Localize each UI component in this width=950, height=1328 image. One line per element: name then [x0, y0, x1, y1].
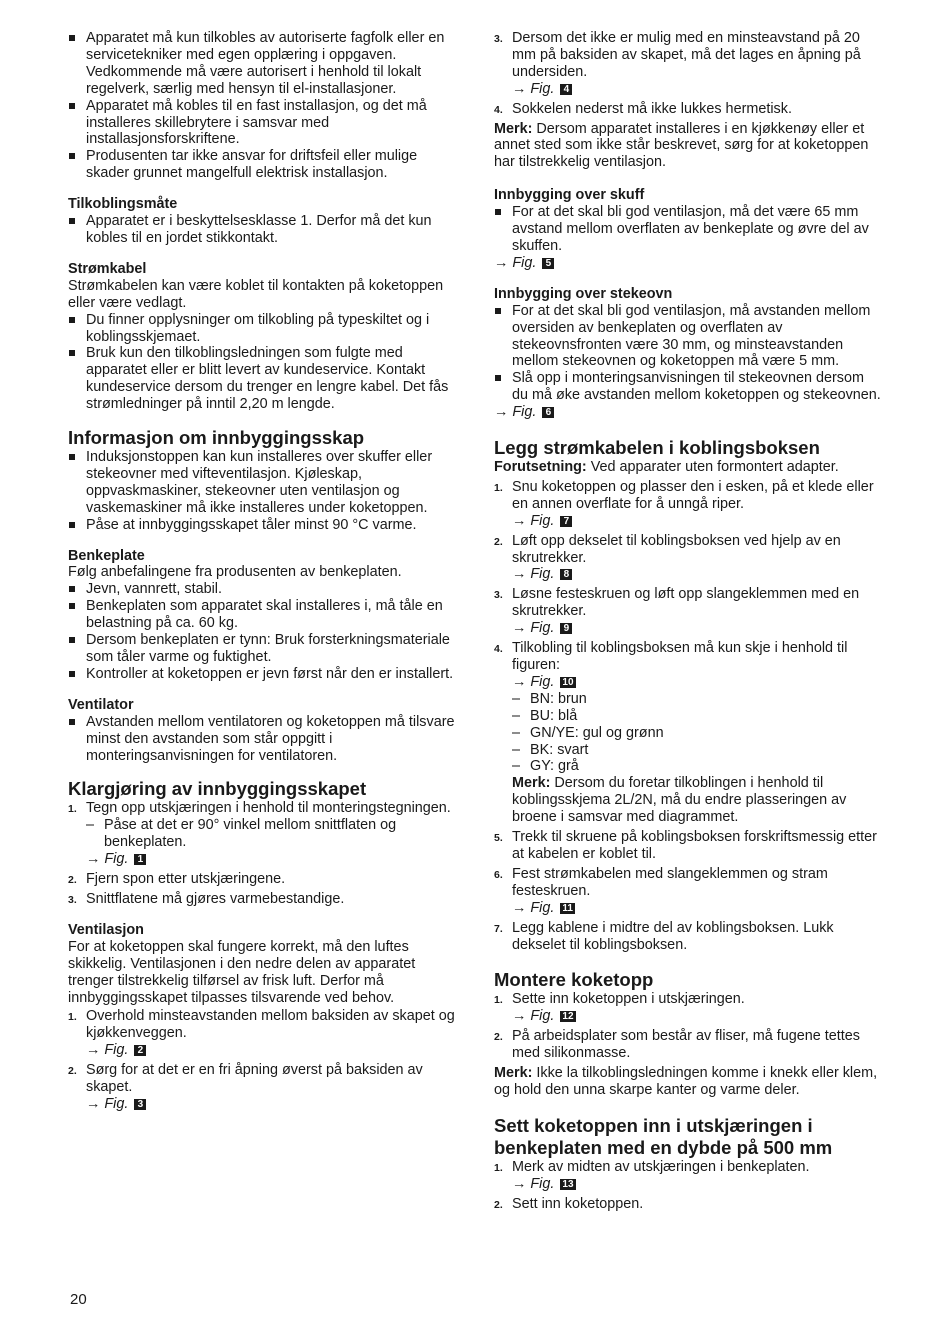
step-item	[494, 479, 882, 513]
figure-reference: → Fig. 4	[494, 81, 882, 98]
figure-number-badge: 10	[562, 676, 574, 688]
figure-number-badge: 7	[560, 516, 572, 527]
step-text: Trekk til skruene på koblingsboksen forskriftsmessig etter at kabelen er koblet til.	[512, 829, 877, 862]
note-label: Merk:	[494, 120, 533, 137]
step-item	[494, 586, 882, 620]
figure-number-badge: 2	[134, 1045, 146, 1056]
figure-number-badge: 3	[134, 1099, 146, 1110]
heading-legg-stromkabel: Legg strømkabelen i koblingsboksen	[494, 437, 820, 459]
note-label: Merk:	[494, 1065, 533, 1082]
figure-reference: → Fig. 12	[512, 1008, 574, 1025]
subheading-ventilasjon: Ventilasjon	[68, 921, 144, 938]
prerequisite	[494, 459, 882, 476]
step-text: Legg kablene i midtre del av koblingsboksen. Lukk dekselet til koblingsboksen.	[512, 919, 834, 953]
left-column	[68, 30, 460, 1113]
subheading-stromkabel: Strømkabel	[68, 260, 147, 277]
color-item: – GN/YE: gul og grønn	[494, 725, 882, 742]
note-text: Dersom apparatet installeres i en kjøkkenøy eller et annet sted som ikke står beskrevet, sørg for at koketoppen har tilstrekkelig ventilasjon.	[494, 120, 869, 171]
subheading-ventilator: Ventilator	[68, 696, 134, 713]
paragraph: Strømkabelen kan være koblet til kontakten på koketoppen eller være vedlagt.	[68, 277, 444, 311]
bullet-item: Kontroller at koketoppen er jevn først når den er installert.	[68, 666, 460, 683]
color-item: – BN: brun	[494, 691, 882, 708]
figure-reference: → Fig. 7	[494, 513, 882, 530]
step-number: 2.	[494, 1031, 503, 1044]
step-number: 4.	[494, 643, 503, 656]
bullet-item: Apparatet er i beskyttelsesklasse 1. Derfor må det kun kobles til en jordet stikkontakt.	[68, 213, 460, 247]
step-number: 3.	[494, 33, 503, 45]
figure-reference: → Fig. 5	[494, 255, 882, 272]
color-item: – BU: blå	[494, 708, 882, 725]
page-number: 20	[70, 1291, 87, 1308]
step-number: 1.	[68, 803, 77, 816]
step-item	[494, 1028, 882, 1062]
step-item	[494, 1196, 882, 1213]
figure-reference: → Fig. 9	[494, 620, 882, 637]
step-text: Sokkelen nederst må ikke lukkes hermetisk.	[512, 100, 792, 117]
bullet-item: Påse at innbyggingsskapet tåler minst 90 °C varme.	[68, 517, 460, 534]
step-item	[494, 829, 882, 863]
bullet-item: Du finner opplysninger om tilkobling på typeskiltet og i koblingsskjemaet.	[68, 312, 460, 346]
step-text: Løsne festeskruen og løft opp slangeklemmen med en skrutrekker.	[512, 586, 860, 620]
step-text: Merk av midten av utskjæringen i benkeplaten.	[512, 1158, 810, 1175]
figure-number-badge: 9	[560, 623, 572, 634]
note-text: Dersom du foretar tilkoblingen i henhold til koblingsskjema 2L/2N, må du endre plasseringen av broene i samsvar med diagrammet.	[512, 775, 847, 826]
step-text: Tilkobling til koblingsboksen må kun skje i henhold til figuren:	[512, 640, 848, 673]
step-number: 2.	[68, 874, 77, 887]
step-text: Sørg for at det er en fri åpning øverst på baksiden av skapet.	[86, 1062, 423, 1096]
step-number: 2.	[494, 1198, 503, 1211]
subheading-skuff: Innbygging over skuff	[494, 187, 645, 204]
step-item	[68, 800, 460, 817]
note	[494, 775, 882, 826]
dash-item: – Påse at det er 90° vinkel mellom snittflaten og benkeplaten.	[68, 817, 460, 851]
figure-reference: → Fig. 11	[512, 899, 573, 916]
step-text: Løft opp dekselet til koblingsboksen ved hjelp av en skrutrekker.	[512, 532, 841, 566]
step-text: Tegn opp utskjæringen i henhold til monteringstegningen.	[86, 800, 451, 817]
figure-reference: → Fig. 1	[68, 851, 460, 868]
subheading-stekeovn: Innbygging over stekeovn	[494, 285, 673, 302]
bullet-item: Produsenten tar ikke ansvar for driftsfeil eller mulige skader grunnet mangelfull elektrisk installasjon.	[68, 148, 460, 182]
figure-number-badge: 11	[562, 902, 573, 914]
step-text: Dersom det ikke er mulig med en minsteavstand på 20 mm på baksiden av skapet, må det lages en åpning på undersiden.	[512, 30, 861, 80]
bullet-item: Induksjonstoppen kan kun installeres over skuffer eller stekeovner med vifteventilasjon. Kjøleskap, oppvaskmaskiner, stekeovner uten ventilasjon og vaskemaskiner må ikke installeres under koketoppen.	[68, 449, 460, 517]
step-text: Fjern spon etter utskjæringene.	[86, 871, 286, 888]
bullet-item: Apparatet må kobles til en fast installasjon, og det må installeres skillebrytere i samsvar med installasjonsforskriftene.	[68, 98, 460, 149]
step-item	[68, 891, 460, 908]
prerequisite-text: Ved apparater uten formontert adapter.	[586, 459, 839, 476]
step-item	[68, 871, 460, 888]
step-item	[494, 640, 882, 674]
step-text: Overhold minsteavstanden mellom baksiden av skapet og kjøkkenveggen.	[86, 1008, 455, 1042]
paragraph: Følg anbefalingene fra produsenten av benkeplaten.	[68, 564, 402, 581]
color-item: – BK: svart	[494, 742, 882, 759]
figure-number-badge: 1	[134, 854, 146, 865]
step-item	[494, 866, 882, 900]
step-text: Sett inn koketoppen.	[512, 1195, 644, 1212]
heading-klargjoring: Klargjøring av innbyggingsskapet	[68, 778, 367, 800]
figure-number-badge: 12	[562, 1011, 574, 1023]
subheading-benkeplate: Benkeplate	[68, 547, 145, 564]
bullet-item: Slå opp i monteringsanvisningen til stekeovnen dersom du må øke avstanden mellom koketoppen og stekeovnen.	[494, 370, 882, 404]
step-number: 1.	[494, 994, 503, 1007]
step-item	[68, 1062, 460, 1096]
step-number: 7.	[494, 922, 503, 935]
figure-reference: → Fig. 10	[512, 673, 574, 690]
step-item	[494, 1159, 882, 1176]
step-number: 1.	[494, 481, 503, 494]
heading-montere: Montere koketopp	[494, 969, 654, 991]
note	[494, 121, 882, 172]
step-number: 2.	[494, 535, 503, 548]
subheading-tilkobling: Tilkoblingsmåte	[68, 196, 178, 213]
figure-number-badge: 6	[542, 407, 554, 418]
step-number: 1.	[494, 1161, 503, 1174]
figure-reference: → Fig. 3	[68, 1096, 460, 1113]
heading-sett-koketoppen: Sett koketoppen inn i utskjæringen i benkeplaten med en dybde på 500 mm	[494, 1114, 833, 1158]
step-item	[494, 101, 882, 118]
bullet-item: Benkeplaten som apparatet skal installeres i, må tåle en belastning på ca. 60 kg.	[68, 598, 460, 632]
step-text: Fest strømkabelen med slangeklemmen og stram festeskruen.	[512, 865, 828, 899]
step-number: 6.	[494, 868, 503, 881]
step-number: 2.	[68, 1065, 77, 1078]
step-item	[68, 1008, 460, 1042]
right-column	[494, 30, 882, 1213]
step-number: 3.	[494, 589, 503, 602]
bullet-item: Bruk kun den tilkoblingsledningen som fulgte med apparatet eller er blitt levert av kundeservice. Kontakt kundeservice dersom du trenger en lengre kabel. Det fås strømledninger på inntil 2,20 m lengde.	[68, 345, 460, 413]
bullet-item: Apparatet må kun tilkobles av autoriserte fagfolk eller en servicetekniker med egen opplæring i oppgaven. Vedkommende må være autorisert i henhold til lokalt regelverk, særlig med hensyn til el-installasjoner.	[68, 30, 460, 98]
figure-number-badge: 13	[562, 1178, 574, 1190]
bullet-item: Jevn, vannrett, stabil.	[68, 581, 460, 598]
step-number: 5.	[494, 832, 503, 845]
bullet-item: For at det skal bli god ventilasjon, må det være 65 mm avstand mellom overflaten av benkeplate og øvre del av skuffen.	[494, 204, 882, 255]
step-item	[494, 920, 882, 954]
paragraph: For at koketoppen skal fungere korrekt, må den luftes skikkelig. Ventilasjonen i den nedre delen av apparatet trenger tilstrekkelig tilførsel av frisk luft. Derfor må innbyggingsskapet tilpasses tilsvarende ved behov.	[68, 938, 416, 1006]
step-item	[494, 991, 882, 1008]
heading-informasjon: Informasjon om innbyggingsskap	[68, 427, 365, 449]
step-text: Sette inn koketoppen i utskjæringen.	[512, 991, 745, 1008]
bullet-item: For at det skal bli god ventilasjon, må avstanden mellom oversiden av benkeplaten og overflaten av stekeovnsfronten være 30 mm, og minsteavstanden mellom stekeovnen og koketoppen må være 5 mm.	[494, 303, 882, 371]
step-number: 4.	[494, 103, 503, 116]
note-label: Merk:	[512, 775, 551, 792]
figure-reference: → Fig. 2	[68, 1042, 460, 1059]
bullet-item: Dersom benkeplaten er tynn: Bruk forsterkningsmateriale som tåler varme og fuktighet.	[68, 632, 460, 666]
step-number: 1.	[68, 1011, 77, 1024]
figure-number-badge: 8	[560, 569, 572, 580]
figure-reference: → Fig. 6	[494, 404, 882, 421]
step-item	[494, 533, 882, 567]
step-number: 3.	[68, 893, 77, 906]
figure-reference: → Fig. 8	[494, 566, 882, 583]
note-text: Ikke la tilkoblingsledningen komme i knekk eller klem, og hold den unna skarpe kanter og varme deler.	[494, 1065, 878, 1098]
figure-number-badge: 4	[560, 84, 572, 95]
figure-number-badge: 5	[542, 258, 554, 269]
figure-reference: → Fig. 13	[512, 1175, 574, 1192]
note	[494, 1065, 882, 1099]
step-text: Snittflatene må gjøres varmebestandige.	[86, 890, 345, 907]
step-text: Snu koketoppen og plasser den i esken, på et klede eller en annen overflate for å unngå riper.	[512, 478, 874, 512]
step-item	[494, 30, 882, 81]
step-text: På arbeidsplater som består av fliser, må fugene tettes med silikonmasse.	[512, 1028, 860, 1062]
bullet-item: Avstanden mellom ventilatoren og koketoppen må tilsvare minst den avstanden som står oppgitt i monteringsanvisningen for ventilatoren.	[68, 714, 460, 765]
prerequisite-label: Forutsetning:	[494, 459, 587, 476]
color-item: – GY: grå	[494, 758, 882, 775]
